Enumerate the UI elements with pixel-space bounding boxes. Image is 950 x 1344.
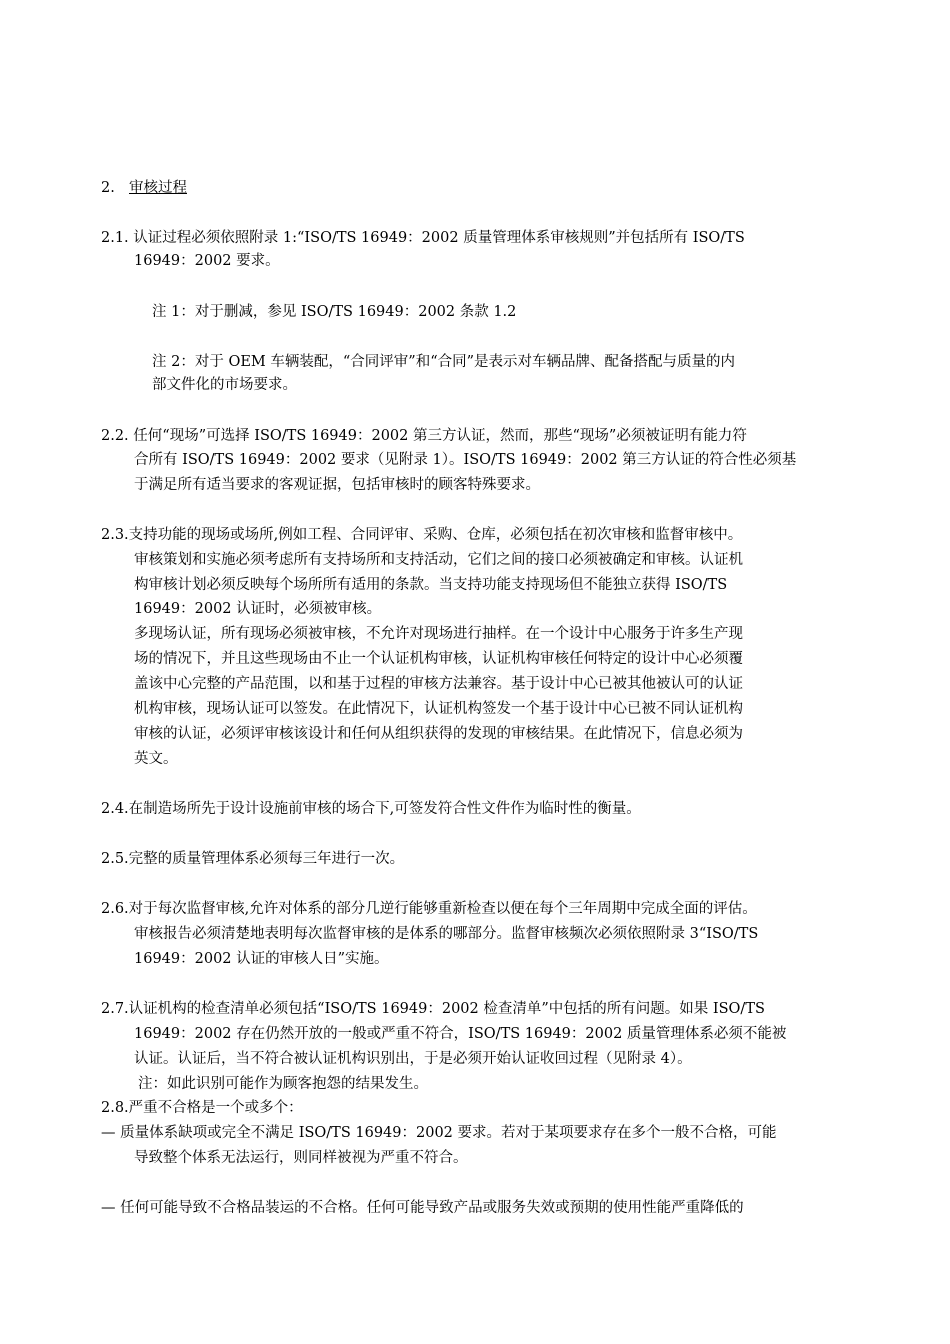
paragraph-2-7-line: 2.7.认证机构的检查清单必须包括“ISO/TS 16949：2002 检查清单”中包括的所有问题。如果 ISO/TS	[101, 1001, 765, 1017]
paragraph-2-3-line: 2.3.支持功能的现场或场所,例如工程、合同评审、采购、仓库，必须包括在初次审核和监督审核中。	[101, 527, 743, 543]
paragraph-2-2-line: 2.2. 任何“现场”可选择 ISO/TS 16949：2002 第三方认证，然而，那些“现场”必须被证明有能力符	[101, 428, 747, 444]
paragraph-2-6-line: 16949：2002 认证的审核人日”实施。	[134, 951, 389, 967]
paragraph-2-3-line: 多现场认证，所有现场必须被审核，不允许对现场进行抽样。在一个设计中心服务于许多生产现	[134, 626, 743, 642]
paragraph-2-7-note: 注：如此识别可能作为顾客抱怨的结果发生。	[138, 1076, 428, 1092]
paragraph-2-3-line: 16949：2002 认证时，必须被审核。	[134, 601, 382, 617]
section-number: 2.	[101, 180, 115, 196]
section-title: 审核过程	[129, 180, 187, 196]
paragraph-2-3-line: 盖该中心完整的产品范围，以和基于过程的审核方法兼容。基于设计中心已被其他被认可的认证	[134, 676, 743, 692]
paragraph-2-8: 2.8.严重不合格是一个或多个：	[101, 1100, 303, 1116]
note-2-line: 部文件化的市场要求。	[152, 377, 297, 393]
bullet-item-line: — 任何可能导致不合格品装运的不合格。任何可能导致产品或服务失效或预期的使用性能严重降低的	[101, 1200, 744, 1216]
paragraph-2-5: 2.5.完整的质量管理体系必须每三年进行一次。	[101, 851, 405, 867]
paragraph-2-3-line: 构审核计划必须反映每个场所所有适用的条款。当支持功能支持现场但不能独立获得 ISO/TS	[134, 577, 728, 593]
paragraph-2-1-line: 16949：2002 要求。	[134, 253, 280, 269]
paragraph-2-7-line: 认证。认证后，当不符合被认证机构识别出，于是必须开始认证收回过程（见附录 4）。	[134, 1051, 692, 1067]
bullet-item-line: — 质量体系缺项或完全不满足 ISO/TS 16949：2002 要求。若对于某项要求存在多个一般不合格，可能	[101, 1125, 777, 1141]
paragraph-2-3-line: 场的情况下，并且这些现场由不止一个认证机构审核，认证机构审核任何特定的设计中心必须覆	[134, 651, 743, 667]
paragraph-2-2-line: 于满足所有适当要求的客观证据，包括审核时的顾客特殊要求。	[134, 477, 540, 493]
paragraph-2-1-line: 2.1. 认证过程必须依照附录 1:“ISO/TS 16949：2002 质量管理体系审核规则”并包括所有 ISO/TS	[101, 230, 745, 246]
paragraph-2-6-line: 2.6.对于每次监督审核,允许对体系的部分几逆行能够重新检查以便在每个三年周期中完成全面的评估。	[101, 901, 757, 917]
paragraph-2-4: 2.4.在制造场所先于设计设施前审核的场合下,可签发符合性文件作为临时性的衡量。	[101, 801, 641, 817]
bullet-item-line: 导致整个体系无法运行，则同样被视为严重不符合。	[134, 1150, 468, 1166]
paragraph-2-6-line: 审核报告必须清楚地表明每次监督审核的是体系的哪部分。监督审核频次必须依照附录 3“ISO/TS	[134, 926, 759, 942]
paragraph-2-3-line: 机构审核，现场认证可以签发。在此情况下，认证机构签发一个基于设计中心已被不同认证机构	[134, 701, 743, 717]
note-1: 注 1：对于删减，参见 ISO/TS 16949：2002 条款 1.2	[152, 304, 517, 320]
paragraph-2-7-line: 16949：2002 存在仍然开放的一般或严重不符合，ISO/TS 16949：2002 质量管理体系必须不能被	[134, 1026, 787, 1042]
note-2-line: 注 2：对于 OEM 车辆装配，“合同评审”和“合同”是表示对车辆品牌、配备搭配与质量的内	[152, 354, 736, 370]
paragraph-2-3-line: 英文。	[134, 751, 178, 767]
paragraph-2-3-line: 审核策划和实施必须考虑所有支持场所和支持活动，它们之间的接口必须被确定和审核。认证机	[134, 552, 743, 568]
paragraph-2-3-line: 审核的认证，必须评审核该设计和任何从组织获得的发现的审核结果。在此情况下，信息必须为	[134, 726, 743, 742]
paragraph-2-2-line: 合所有 ISO/TS 16949：2002 要求（见附录 1）。ISO/TS 16949：2002 第三方认证的符合性必须基	[134, 452, 797, 468]
